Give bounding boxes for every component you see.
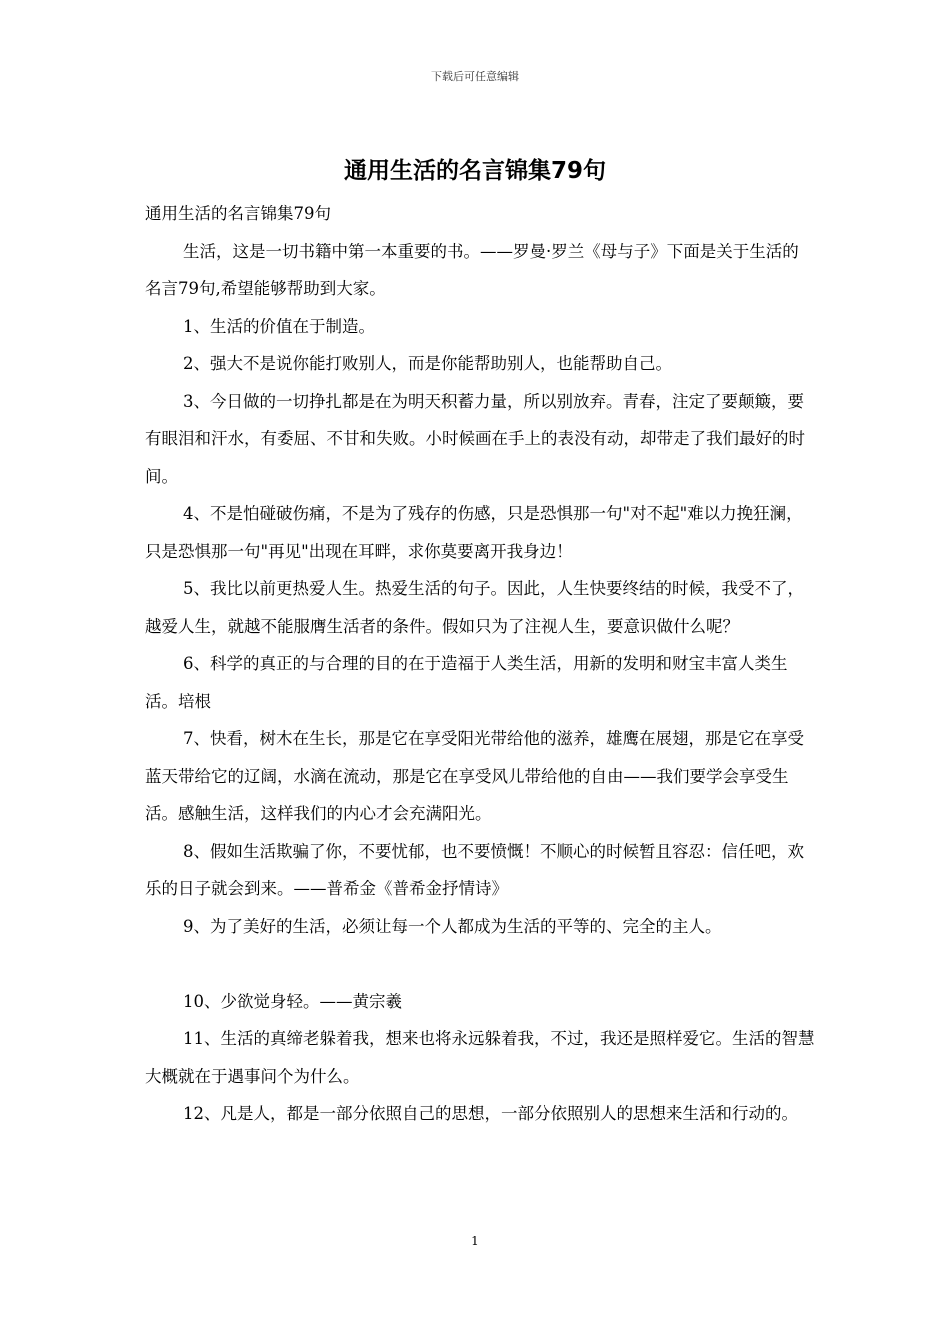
quote-item: 11、生活的真缔老躲着我，想来也将永远躲着我，不过，我还是照样爱它。生活的智慧大概就在于遇事问个为什么。 bbox=[145, 1029, 815, 1086]
quote-item: 10、少欲觉身轻。——黄宗羲 bbox=[183, 991, 402, 1011]
quote-item: 9、为了美好的生活，必须让每一个人都成为生活的平等的、完全的主人。 bbox=[183, 916, 722, 936]
quote-item: 4、不是怕碰破伤痛，不是为了残存的伤感，只是恐惧那一句"对不起"难以力挽狂澜，只是恐惧那一句"再见"出现在耳畔，求你莫要离开我身边！ bbox=[145, 504, 803, 561]
quote-item: 8、假如生活欺骗了你，不要忧郁，也不要愤慨！不顺心的时候暂且容忍：信任吧，欢乐的日子就会到来。——普希金《普希金抒情诗》 bbox=[145, 841, 804, 898]
document-body bbox=[145, 195, 815, 1133]
quote-item: 7、快看，树木在生长，那是它在享受阳光带给他的滋养，雄鹰在展翅，那是它在享受蓝天带给它的辽阔，水滴在流动，那是它在享受风儿带给他的自由——我们要学会享受生活。感触生活，这样我们的内心才会充满阳光。 bbox=[145, 729, 804, 823]
quote-item: 5、我比以前更热爱人生。热爱生活的句子。因此，人生快要终结的时候，我受不了，越爱人生，就越不能服膺生活者的条件。假如只为了注视人生，要意识做什么呢？ bbox=[145, 579, 804, 636]
quote-item: 2、强大不是说你能打败别人，而是你能帮助别人，也能帮助自己。 bbox=[183, 354, 672, 373]
quote-item: 12、凡是人，都是一部分依照自己的思想，一部分依照别人的思想来生活和行动的。 bbox=[183, 1104, 798, 1123]
quote-item: 6、科学的真正的与合理的目的在于造福于人类生活，用新的发明和财宝丰富人类生活。培根 bbox=[145, 654, 788, 711]
quote-item: 1、生活的价值在于制造。 bbox=[183, 316, 375, 336]
intro-paragraph: 生活，这是一切书籍中第一本重要的书。——罗曼·罗兰《母与子》下面是关于生活的名言79句,希望能够帮助到大家。 bbox=[145, 241, 799, 298]
header-note: 下载后可任意编辑 bbox=[431, 70, 519, 83]
document-subtitle: 通用生活的名言锦集79句 bbox=[145, 204, 331, 223]
page-number: 1 bbox=[471, 1234, 479, 1248]
paragraph-spacer bbox=[145, 945, 815, 983]
quote-item: 3、今日做的一切挣扎都是在为明天积蓄力量，所以别放弃。青春，注定了要颠簸，要有眼泪和汗水，有委屈、不甘和失败。小时候画在手上的表没有动，却带走了我们最好的时间。 bbox=[145, 391, 805, 486]
document-title: 通用生活的名言锦集79句 bbox=[343, 158, 606, 184]
